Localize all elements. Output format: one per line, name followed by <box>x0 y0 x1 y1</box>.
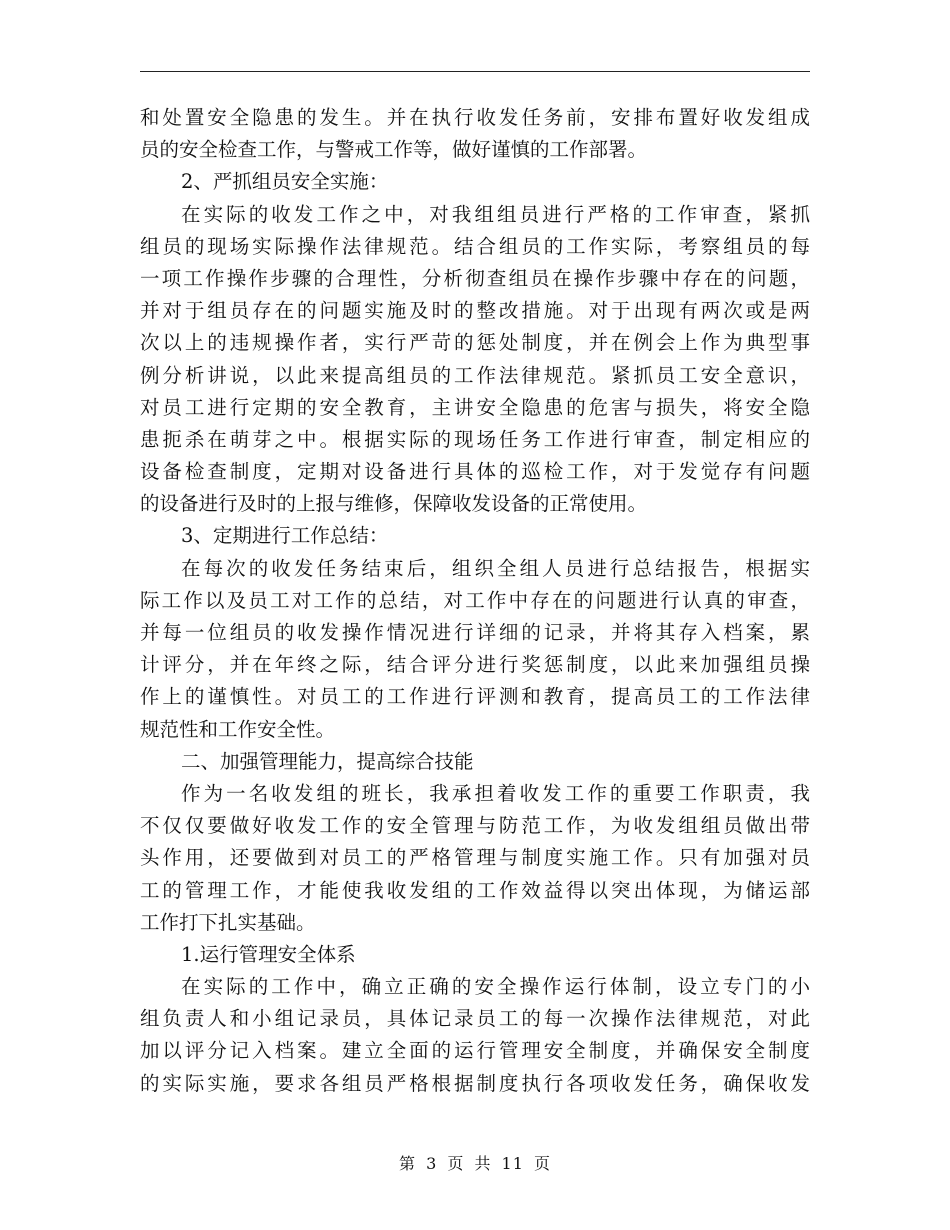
text-line: 对员工进行定期的安全教育，主讲安全隐患的危害与损失，将安全隐 <box>140 395 810 419</box>
text-line: 次以上的违规操作者，实行严苛的惩处制度，并在例会上作为典型事 <box>140 331 810 355</box>
text-line: 一项工作操作步骤的合理性，分析彻查组员在操作步骤中存在的问题， <box>140 266 810 290</box>
text-line: 在每次的收发任务结束后，组织全组人员进行总结报告，根据实 <box>181 556 810 580</box>
text-line: 3、定期进行工作总结： <box>181 524 389 548</box>
text-line: 并对于组员存在的问题实施及时的整改措施。对于出现有两次或是两 <box>140 299 810 323</box>
text-line: 在实际的收发工作之中，对我组组员进行严格的工作审查，紧抓 <box>181 202 810 226</box>
text-line: 患扼杀在萌芽之中。根据实际的现场任务工作进行审查，制定相应的 <box>140 427 810 451</box>
text-line: 并每一位组员的收发操作情况进行详细的记录，并将其存入档案，累 <box>140 621 810 644</box>
text-line: 1.运行管理安全体系 <box>181 942 356 966</box>
text-line: 和处置安全隐患的发生。并在执行收发任务前，安排布置好收发组成 <box>140 106 810 129</box>
text-line: 际工作以及员工对工作的总结，对工作中存在的问题进行认真的审查， <box>140 588 810 612</box>
text-line: 组员的现场实际操作法律规范。结合组员的工作实际，考察组员的每 <box>140 234 810 258</box>
text-line: 在实际的工作中，确立正确的安全操作运行体制，设立专门的小 <box>181 975 810 999</box>
text-line: 规范性和工作安全性。 <box>140 717 336 741</box>
text-line: 2、严抓组员安全实施： <box>181 170 389 194</box>
text-line: 设备检查制度，定期对设备进行具体的巡检工作，对于发觉存有问题 <box>140 460 810 484</box>
text-line: 计评分，并在年终之际，结合评分进行奖惩制度，以此来加强组员操 <box>140 653 810 677</box>
text-line: 组负责人和小组记录员，具体记录员工的每一次操作法律规范，对此 <box>140 1007 810 1031</box>
text-line: 的设备进行及时的上报与维修，保障收发设备的正常使用。 <box>140 492 648 516</box>
text-line: 工的管理工作，才能使我收发组的工作效益得以突出体现，为储运部 <box>140 878 810 902</box>
text-line: 的实际实施，要求各组员严格根据制度执行各项收发任务，确保收发 <box>140 1071 810 1095</box>
text-line: 例分析讲说，以此来提高组员的工作法律规范。紧抓员工安全意识， <box>140 363 810 387</box>
document-body <box>140 102 810 1100</box>
text-line: 加以评分记入档案。建立全面的运行管理安全制度，并确保安全制度 <box>140 1039 810 1063</box>
text-line: 作为一名收发组的班长，我承担着收发工作的重要工作职责，我 <box>181 781 810 805</box>
text-line: 工作打下扎实基础。 <box>140 910 316 934</box>
text-line: 不仅仅要做好收发工作的安全管理与防范工作，为收发组组员做出带 <box>140 814 810 838</box>
page-number-footer: 第 3 页 共 11 页 <box>399 1154 551 1173</box>
text-line: 头作用，还要做到对员工的严格管理与制度实施工作。只有加强对员 <box>140 846 810 870</box>
text-line: 二、加强管理能力，提高综合技能 <box>181 749 474 773</box>
text-line: 员的安全检查工作，与警戒工作等，做好谨慎的工作部署。 <box>140 138 648 162</box>
text-line: 作上的谨慎性。对员工的工作进行评测和教育，提高员工的工作法律 <box>140 685 810 709</box>
header-rule <box>140 71 810 72</box>
